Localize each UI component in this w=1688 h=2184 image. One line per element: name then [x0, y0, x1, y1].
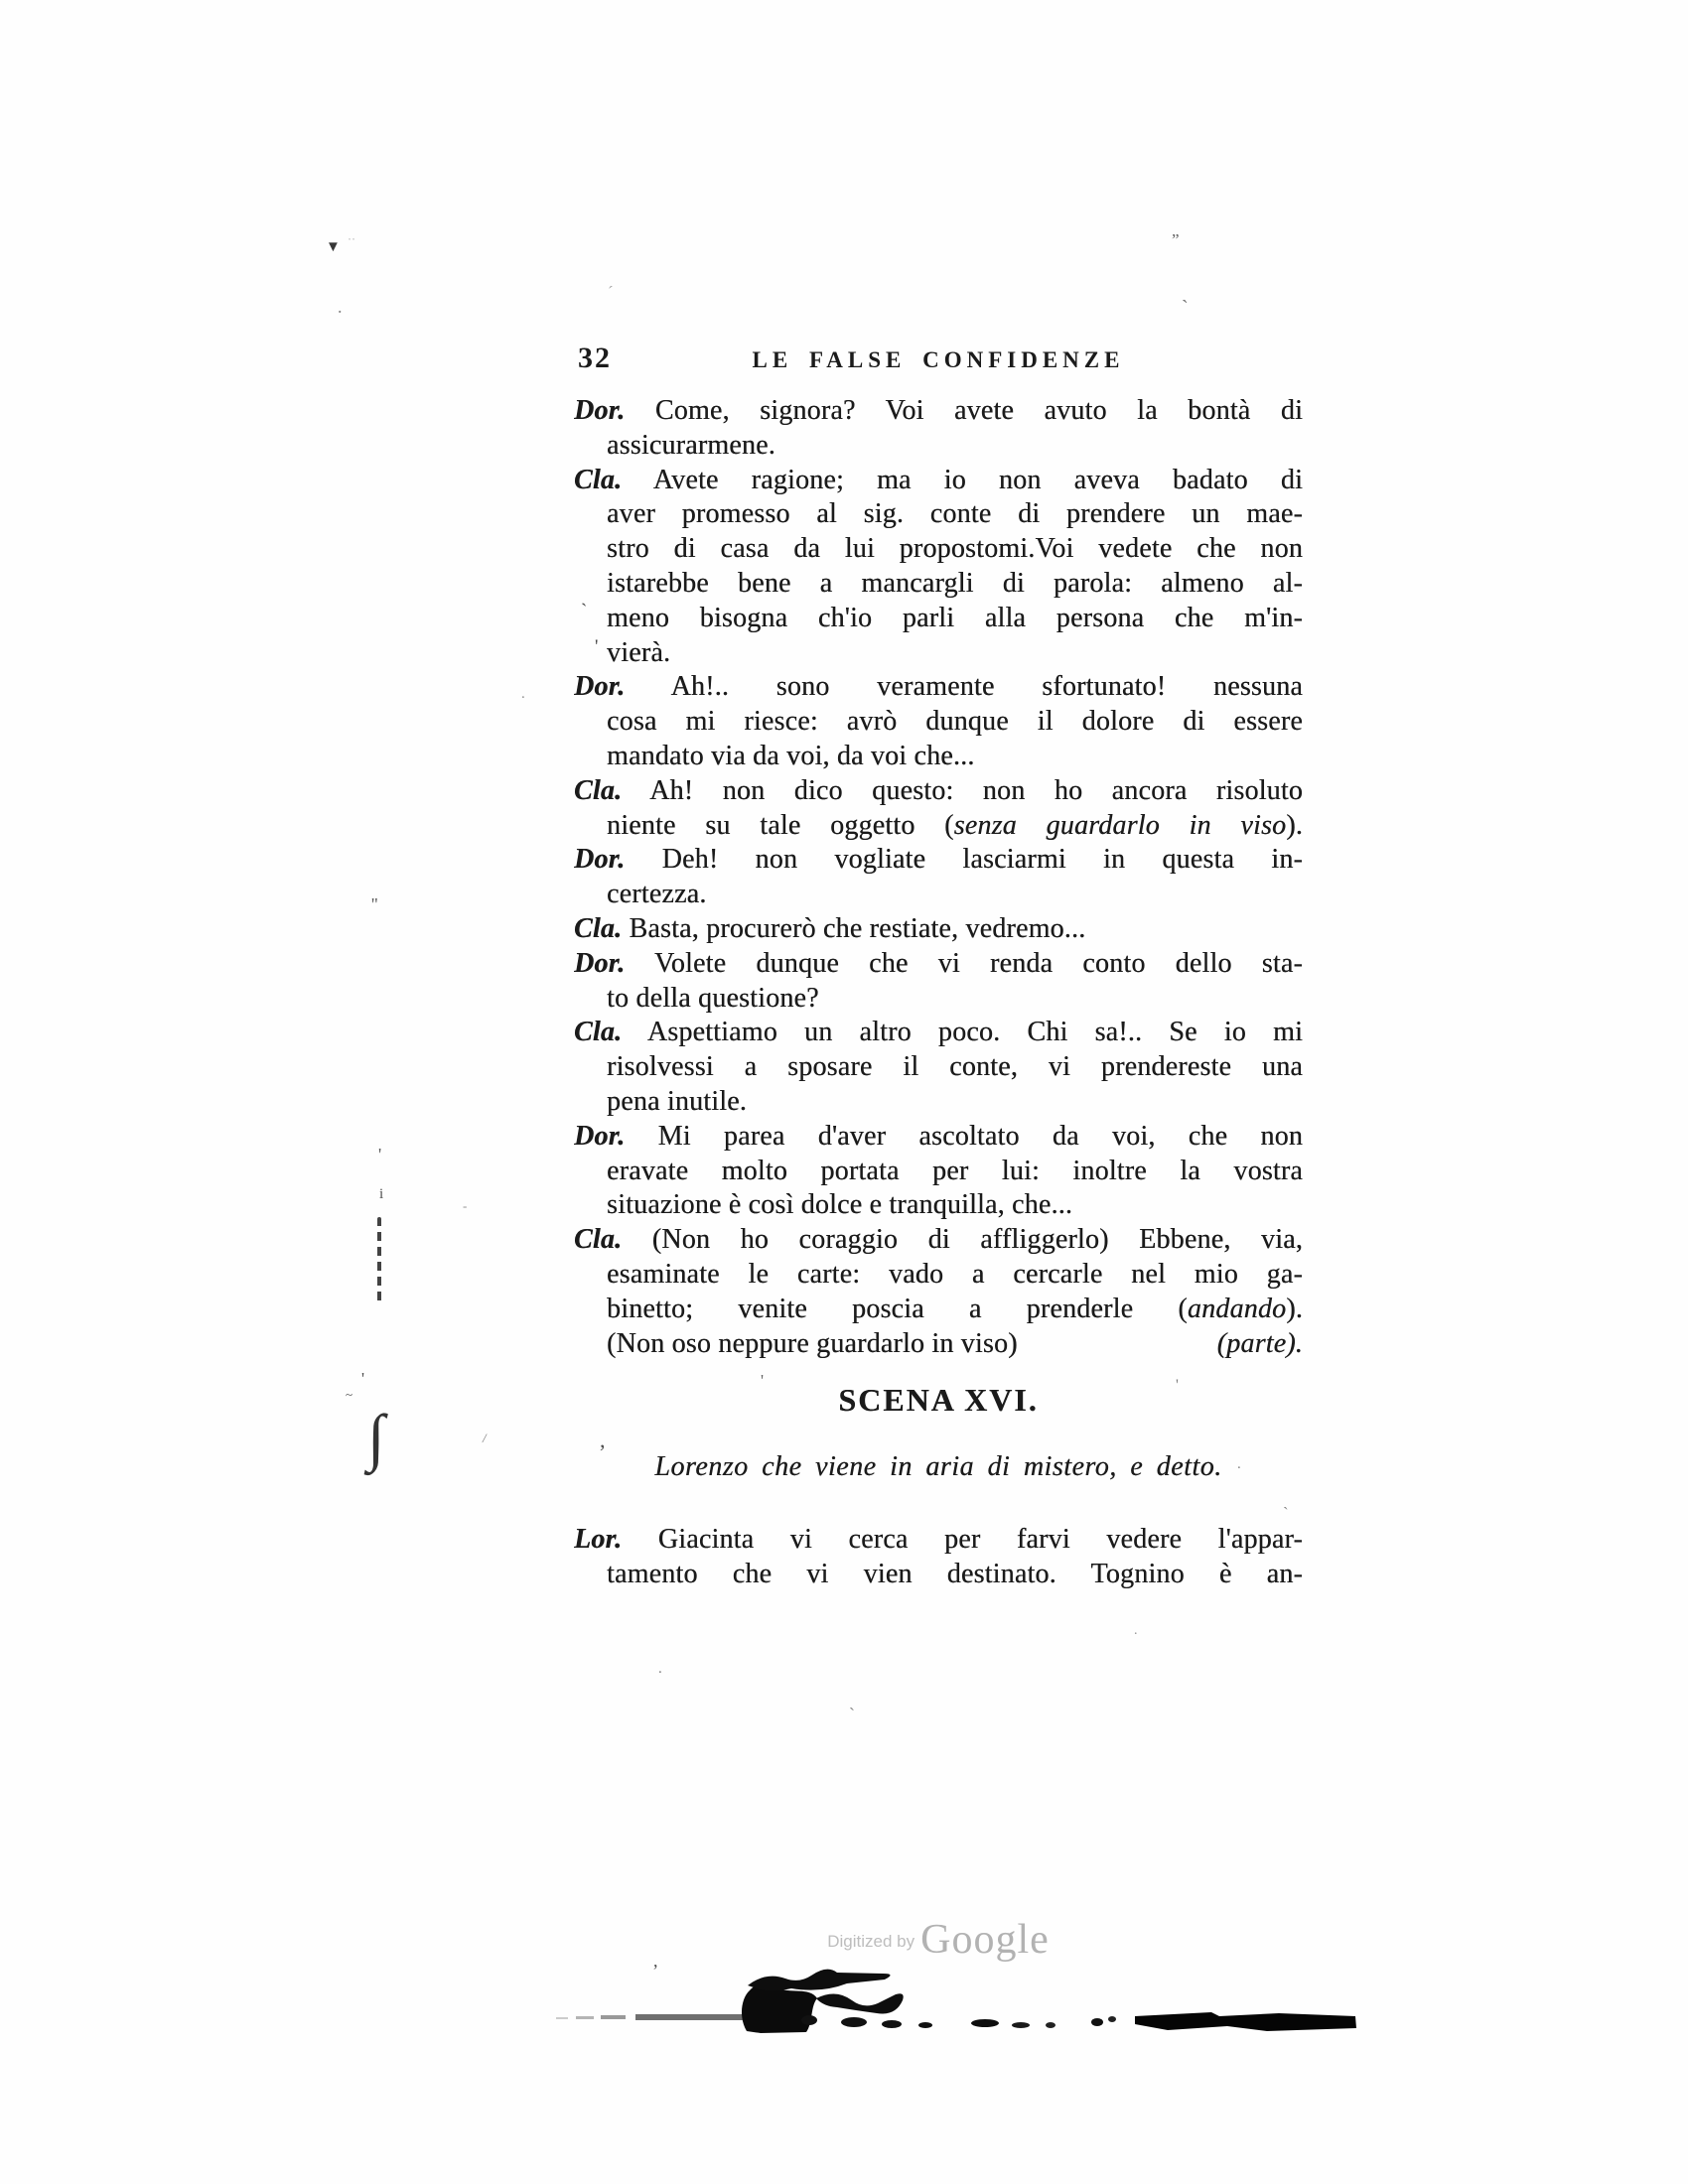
- page-number: 32: [578, 341, 612, 374]
- speaker-abbr: Dor.: [574, 395, 626, 426]
- margin-speck: /: [483, 1431, 487, 1445]
- line-text: Deh! non vogliate lasciarmi in questa in-: [661, 844, 1303, 876]
- speaker-abbr: Dor.: [574, 1120, 626, 1152]
- digitized-by-label: Digitized by: [827, 1932, 915, 1951]
- line-text: Come, signora? Voi avete avuto la bontà di: [654, 395, 1303, 426]
- stage-direction-inline: senza guardarlo in viso: [953, 809, 1287, 841]
- line-text: Mi parea d'aver ascoltato da voi, che non: [657, 1120, 1303, 1152]
- dialogue-line: [574, 1120, 1303, 1155]
- line-text: assicurarmene.: [607, 429, 775, 461]
- dialogue-block: [574, 394, 1303, 1361]
- dialogue-line: [574, 705, 1303, 740]
- line-text: niente su tale oggetto (: [607, 809, 954, 841]
- dialogue-line: [574, 429, 1303, 464]
- google-logo: Google: [920, 1917, 1050, 1963]
- dialogue-line: [574, 1558, 1303, 1592]
- dialogue-line: [574, 982, 1303, 1017]
- dialogue-line: [574, 567, 1303, 602]
- margin-speck: ': [761, 1371, 765, 1390]
- stage-direction-inline: (parte).: [1216, 1327, 1303, 1359]
- line-text: meno bisogna ch'io parli alla persona che m'in-: [607, 602, 1303, 633]
- ink-smudge: [556, 1961, 1410, 2040]
- line-text: esaminate le carte: vado a cercarle nel mio ga-: [607, 1258, 1303, 1290]
- dialogue-line: [574, 670, 1303, 705]
- margin-speck: ▼: [326, 239, 341, 255]
- dialogue-line: [574, 1258, 1303, 1293]
- speaker-abbr: Cla.: [574, 1017, 623, 1048]
- dialogue-block-scene16: [574, 1523, 1303, 1592]
- margin-speck: ,: [600, 1428, 606, 1452]
- margin-speck: ,: [653, 1951, 658, 1971]
- running-title: LE FALSE CONFIDENZE: [752, 347, 1125, 372]
- speaker-abbr: Cla.: [574, 464, 623, 495]
- line-text: (Non oso neppure guardarlo in viso): [607, 1327, 1018, 1359]
- speaker-abbr: Cla.: [574, 1224, 623, 1256]
- dialogue-line: [574, 843, 1303, 878]
- speaker-abbr: Cla.: [574, 912, 623, 944]
- dialogue-line: [574, 636, 1303, 671]
- dialogue-line: [574, 1223, 1303, 1258]
- line-text: Ah!.. sono veramente sfortunato! nessuna: [670, 671, 1303, 703]
- margin-speck: ': [378, 1145, 382, 1164]
- line-text: eravate molto portata per lui: inoltre la vostra: [607, 1155, 1303, 1186]
- margin-speck: ': [1176, 1377, 1179, 1394]
- margin-speck: .: [1237, 1456, 1241, 1472]
- dialogue-line: [574, 878, 1303, 912]
- margin-speck: -: [463, 1198, 468, 1213]
- scene-heading: SCENA XVI.: [838, 1382, 1039, 1418]
- margin-speck: ~: [346, 1387, 353, 1402]
- dialogue-line: [574, 602, 1303, 636]
- dialogue-line: [574, 394, 1303, 429]
- dialogue-line: [574, 464, 1303, 498]
- dialogue-line: [574, 947, 1303, 982]
- scene-direction: Lorenzo che viene in aria di mistero, e detto.: [654, 1451, 1222, 1482]
- dialogue-line: [574, 1523, 1303, 1558]
- margin-speck: `: [849, 1705, 855, 1724]
- dialogue-line: [574, 1155, 1303, 1189]
- line-text: (Non ho coraggio di affliggerlo) Ebbene, via,: [651, 1224, 1303, 1256]
- margin-speck: `: [581, 601, 588, 621]
- speaker-abbr: Dor.: [574, 947, 626, 979]
- line-text: aver promesso al sig. conte di prendere un mae-: [607, 498, 1303, 530]
- dialogue-line: [574, 774, 1303, 809]
- line-text: risolvessi a sposare il conte, vi prendereste una: [607, 1051, 1303, 1083]
- margin-speck: „: [1172, 221, 1180, 240]
- dialogue-line: [574, 1188, 1303, 1223]
- dialogue-line: [574, 1050, 1303, 1085]
- margin-speck: ': [361, 1369, 365, 1388]
- dialogue-line: [574, 1327, 1303, 1362]
- margin-speck: .: [658, 1661, 662, 1677]
- dialogue-line: [574, 1016, 1303, 1050]
- line-text: Basta, procurerò che restiate, vedremo...: [629, 912, 1086, 944]
- line-text: Ah! non dico questo: non ho ancora risoluto: [649, 774, 1303, 806]
- dialogue-line: [574, 532, 1303, 567]
- line-text: certezza.: [607, 879, 707, 910]
- margin-speck: [377, 1217, 381, 1306]
- margin-speck: '': [371, 894, 378, 914]
- margin-speck: ˙˙: [348, 235, 355, 249]
- line-text: ).: [1286, 1293, 1303, 1324]
- stage-direction-inline: andando: [1187, 1293, 1287, 1324]
- margin-speck: `: [1283, 1504, 1289, 1523]
- speaker-abbr: Lor.: [574, 1524, 623, 1555]
- margin-speck: ': [595, 636, 599, 657]
- dialogue-line: [574, 912, 1303, 947]
- line-text: Volete dunque che vi renda conto dello sta-: [654, 947, 1303, 979]
- dialogue-line: [574, 1085, 1303, 1120]
- line-text: binetto; venite poscia a prenderle (: [607, 1293, 1188, 1324]
- margin-speck: ˊ: [608, 283, 614, 302]
- line-text: Aspettiamo un altro poco. Chi sa!.. Se io mi: [646, 1017, 1303, 1048]
- margin-speck: .: [338, 297, 343, 317]
- speaker-abbr: Dor.: [574, 671, 626, 703]
- google-watermark: [574, 1916, 1303, 1964]
- margin-speck: ∫: [367, 1402, 385, 1472]
- dialogue-line: [574, 809, 1303, 844]
- margin-speck: .: [1134, 1623, 1138, 1638]
- line-text: Avete ragione; ma io non aveva badato di: [652, 464, 1303, 495]
- line-text: mandato via da voi, da voi che...: [607, 740, 975, 771]
- line-text: vierà.: [607, 636, 671, 668]
- page-header: [574, 341, 1303, 381]
- line-text: tamento che vi vien destinato. Tognino è an-: [607, 1558, 1303, 1589]
- line-text: istarebbe bene a mancargli di parola: almeno al-: [607, 567, 1303, 599]
- margin-speck: .: [521, 686, 525, 702]
- margin-speck: i: [379, 1186, 384, 1202]
- line-text: ).: [1286, 809, 1303, 841]
- line-text: cosa mi riesce: avrò dunque il dolore di essere: [607, 706, 1303, 738]
- dialogue-line: [574, 1293, 1303, 1327]
- line-text: Giacinta vi cerca per farvi vedere l'appar-: [657, 1524, 1303, 1555]
- margin-speck: `: [1182, 297, 1189, 319]
- speaker-abbr: Cla.: [574, 774, 623, 806]
- line-text: to della questione?: [607, 982, 819, 1014]
- dialogue-line: [574, 497, 1303, 532]
- line-text: pena inutile.: [607, 1085, 748, 1117]
- line-text: stro di casa da lui propostomi.Voi vedete che non: [607, 533, 1303, 565]
- dialogue-line: [574, 740, 1303, 774]
- line-text: situazione è così dolce e tranquilla, che...: [607, 1189, 1073, 1221]
- speaker-abbr: Dor.: [574, 844, 626, 876]
